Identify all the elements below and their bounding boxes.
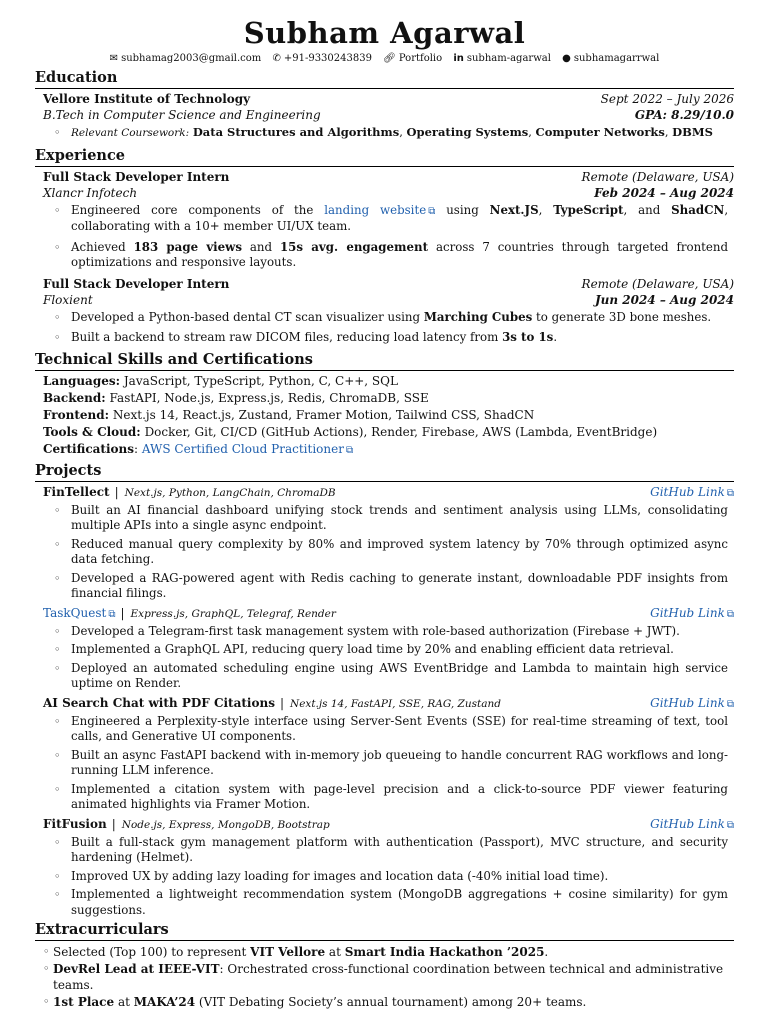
project-3-tech: Next.js 14, FastAPI, SSE, RAG, Zustand — [290, 697, 501, 710]
skills-title: Technical Skills and Certifications — [35, 351, 734, 371]
coursework-list — [35, 125, 734, 142]
job-2-dates: Jun 2024 – Aug 2024 — [594, 292, 734, 307]
job-2-row-1 — [35, 276, 734, 292]
projects-section — [35, 462, 734, 919]
skills-label: Certifications — [43, 441, 135, 456]
project-2-bullets — [35, 624, 734, 692]
education-row-1 — [35, 91, 734, 107]
skills-certifications: Certifications: AWS Certified Cloud Practitioner ⧉ — [43, 441, 734, 459]
external-link-icon: ⧉ — [726, 819, 734, 831]
job-2-role: Full Stack Developer Intern — [43, 276, 230, 291]
project-1-bullets — [35, 503, 734, 602]
text: , and — [623, 202, 661, 217]
skills-label: Languages: — [43, 373, 121, 388]
phone-text: +91-9330243839 — [283, 53, 372, 64]
extracurriculars-list — [35, 944, 734, 1010]
project-1-header: FinTellect | Next.js, Python, LangChain, ChromaDB GitHub Link ⧉ — [35, 484, 734, 502]
text: Engineered core components of the — [71, 202, 314, 217]
course-2: Operating Systems — [406, 125, 529, 139]
gpa: GPA: 8.29/10.0 — [634, 108, 734, 122]
portfolio-link[interactable] — [383, 53, 442, 64]
tech-typescript: TypeScript — [553, 202, 624, 217]
extracurriculars-section — [35, 921, 734, 1010]
job-2-bullet-2 — [63, 330, 734, 346]
job-1-row-1 — [35, 169, 734, 185]
external-link-icon: ⧉ — [108, 608, 116, 620]
job-2-location: Remote (Delaware, USA) — [581, 276, 734, 291]
skills-value: Next.js 14, React.js, Zustand, Framer Motion, Tailwind CSS, ShadCN — [112, 407, 535, 422]
project-2-bullet-1: ◦ Developed a Telegram-first task management system with role-based authorization (Firebase + JWT). — [63, 624, 734, 640]
external-link-icon: ⧉ — [726, 487, 734, 499]
skills-value: JavaScript, TypeScript, Python, C, C++, SQL — [123, 373, 398, 388]
text-bold: VIT Vellore — [250, 945, 326, 959]
tech-shadcn: ShadCN — [671, 202, 725, 217]
text-bold: Smart India Hackathon ’2025 — [344, 945, 545, 959]
metric-latency: 3s to 1s — [502, 330, 554, 344]
project-3-bullet-1: ◦ Engineered a Perplexity-style interface using Server-Sent Events (SSE) for real-time streaming of text, tool calls, and Generative UI components. — [63, 714, 734, 745]
project-4-tech: Node.js, Express, MongoDB, Bootstrap — [121, 818, 330, 831]
text: (VIT Debating Society’s annual tournament) among 20+ teams. — [198, 995, 587, 1009]
external-link-icon: ⧉ — [345, 444, 354, 456]
project-4-bullet-1: ◦ Built a full-stack gym management platform with authentication (Passport), MVC structure, and security hardening (Helmet). — [63, 835, 734, 866]
skills-label: Backend: — [43, 390, 106, 405]
tech-marching-cubes: Marching Cubes — [423, 309, 533, 324]
project-2-bullet-2: ◦ Implemented a GraphQL API, reducing query load time by 20% and enabling efficient data retrieval. — [63, 642, 734, 658]
text-bold: MAKA’24 — [133, 995, 196, 1009]
extra-item-2 — [43, 961, 734, 993]
envelope-icon: ✉ — [109, 53, 119, 64]
extra-item-1 — [43, 944, 734, 960]
email-link[interactable] — [110, 53, 262, 64]
external-link-icon: ⧉ — [428, 205, 436, 217]
project-1-name: FinTellect — [43, 484, 110, 499]
text: to generate 3D bone meshes. — [536, 309, 712, 324]
candidate-name: Subham Agarwal — [243, 16, 526, 50]
project-4-bullet-2: ◦ Improved UX by adding lazy loading for images and location data (-40% initial load time). — [63, 869, 734, 885]
skills-label: Frontend: — [43, 407, 110, 422]
skills-value: FastAPI, Node.js, Express.js, Redis, ChromaDB, SSE — [109, 390, 429, 405]
job-1-bullet-2 — [63, 240, 734, 271]
project-4-header: FitFusion | Node.js, Express, MongoDB, Bootstrap GitHub Link ⧉ — [35, 816, 734, 834]
education-section — [35, 69, 734, 142]
skills-languages — [43, 373, 734, 390]
phone-link[interactable] — [272, 53, 372, 64]
job-1-dates: Feb 2024 – Aug 2024 — [594, 185, 734, 200]
text: across 7 countries through targeted frontend optimizations and responsive layouts. — [71, 239, 729, 269]
project-2-name-link[interactable]: TaskQuest — [43, 605, 107, 620]
linkedin-icon: in — [453, 53, 464, 64]
skills-block — [35, 373, 734, 459]
education-dates: Sept 2022 – July 2026 — [600, 92, 734, 106]
experience-title: Experience — [35, 147, 734, 167]
job-1-location: Remote (Delaware, USA) — [581, 169, 734, 184]
skills-label: Tools & Cloud: — [43, 424, 141, 439]
skills-frontend — [43, 407, 734, 424]
project-1-bullet-2: ◦ Reduced manual query complexity by 80% and improved system latency by 70% through optimized async data fetching. — [63, 537, 734, 568]
github-text: subhamagarrwal — [573, 53, 660, 64]
coursework-label: Relevant Coursework: — [71, 127, 190, 139]
project-1-bullet-1: ◦ Built an AI financial dashboard unifying stock trends and sentiment analysis using LLMs, consolidating multiple APIs into a single async endpoint. — [63, 503, 734, 534]
project-3-name: AI Search Chat with PDF Citations — [43, 695, 275, 710]
github-link[interactable] — [562, 53, 659, 64]
portfolio-text: Portfolio — [398, 53, 443, 64]
project-3-bullet-2: ◦ Built an async FastAPI backend with in-memory job queueing to handle concurrent RAG workflows and long-running LLM inference. — [63, 748, 734, 779]
job-1-company: Xlancr Infotech — [43, 185, 138, 200]
skills-section — [35, 351, 734, 459]
job-1-bullet-1: ◦ Engineered core components of the landing website ⧉ using Next.JS, TypeScript, and ShadCN, collaborating with a 10+ member UI/UX team. — [63, 203, 734, 235]
course-1: Data Structures and Algorithms — [192, 125, 400, 139]
linkedin-link[interactable] — [453, 53, 551, 64]
metric-views: 183 page views — [133, 239, 242, 254]
tech-nextjs: Next.JS — [489, 202, 539, 217]
landing-website-link[interactable]: landing website — [324, 202, 427, 217]
text: Achieved — [71, 239, 126, 254]
text: at — [117, 995, 130, 1009]
skills-tools — [43, 424, 734, 441]
job-2-bullets — [35, 310, 734, 346]
degree: B.Tech in Computer Science and Engineering — [43, 108, 321, 122]
external-link-icon: ⧉ — [726, 698, 734, 710]
aws-cert-link[interactable]: AWS Certified Cloud Practitioner — [141, 441, 344, 456]
project-4-name: FitFusion — [43, 816, 107, 831]
experience-section — [35, 147, 734, 346]
text-bold: 1st Place — [53, 995, 115, 1009]
link-icon: 🔗︎ — [383, 53, 396, 64]
project-3-bullets — [35, 714, 734, 813]
text: Built a backend to stream raw DICOM files, reducing load latency from — [71, 330, 499, 344]
project-1-github-link[interactable]: GitHub Link — [650, 484, 725, 499]
text: . — [544, 945, 549, 959]
job-2-row-2 — [35, 292, 734, 308]
job-1-bullets — [35, 203, 734, 271]
school-name: Vellore Institute of Technology — [43, 92, 251, 106]
text: at — [328, 945, 341, 959]
github-icon: ● — [562, 53, 571, 64]
project-2-bullet-3: ◦ Deployed an automated scheduling engine using AWS EventBridge and Lambda to maintain high service uptime on Render. — [63, 661, 734, 692]
job-1-role: Full Stack Developer Intern — [43, 169, 230, 184]
job-2-bullet-1 — [63, 310, 734, 326]
project-3-bullet-3: ◦ Implemented a citation system with page-level precision and a click-to-source PDF viewer featuring animated highlights via Framer Motion. — [63, 782, 734, 813]
text: . — [553, 330, 558, 344]
job-1-row-2 — [35, 185, 734, 201]
extra-item-3 — [43, 994, 734, 1010]
project-4-github-link[interactable]: GitHub Link — [650, 816, 725, 831]
project-1-tech: Next.js, Python, LangChain, ChromaDB — [124, 486, 336, 499]
linkedin-text: subham-agarwal — [466, 53, 551, 64]
resume-page — [35, 14, 734, 1011]
project-4-bullets — [35, 835, 734, 919]
text: , collaborating with a 10+ member UI/UX team. — [71, 202, 729, 233]
coursework-item: ◦ Relevant Coursework: Data Structures and Algorithms, Operating Systems, Computer Networks, DBMS — [63, 125, 734, 142]
text: : Orchestrated cross-functional coordination between technical and administrative teams. — [53, 962, 724, 992]
project-3-github-link[interactable]: GitHub Link — [650, 695, 725, 710]
projects-title: Projects — [35, 462, 734, 482]
project-1-bullet-3: ◦ Developed a RAG-powered agent with Redis caching to generate instant, downloadable PDF insights from financial filings. — [63, 571, 734, 602]
phone-icon: ✆ — [272, 53, 281, 64]
external-link-icon: ⧉ — [726, 608, 734, 620]
project-2-header: TaskQuest ⧉ | Express.js, GraphQL, Telegraf, Render GitHub Link ⧉ — [35, 605, 734, 623]
job-2-company: Floxient — [43, 292, 93, 307]
project-4-bullet-3: ◦ Implemented a lightweight recommendation system (MongoDB aggregations + cosine similarity) for gym suggestions. — [63, 887, 734, 918]
contact-bar — [35, 52, 734, 66]
skills-value: Docker, Git, CI/CD (GitHub Actions), Render, Firebase, AWS (Lambda, EventBridge) — [144, 424, 658, 439]
metric-engagement: 15s avg. engagement — [279, 239, 429, 254]
course-4: DBMS — [672, 125, 713, 139]
text: and — [249, 239, 273, 254]
text: Selected (Top 100) to represent — [53, 945, 247, 959]
project-2-github-link[interactable]: GitHub Link — [650, 605, 725, 620]
education-row-2 — [35, 107, 734, 123]
education-title: Education — [35, 69, 734, 89]
email-text: subhamag2003@gmail.com — [121, 53, 262, 64]
course-3: Computer Networks — [535, 125, 665, 139]
text: Developed a Python-based dental CT scan visualizer using — [71, 309, 421, 324]
project-2-tech: Express.js, GraphQL, Telegraf, Render — [130, 607, 336, 620]
skills-backend — [43, 390, 734, 407]
text: using — [446, 202, 479, 217]
text-bold: DevRel Lead at IEEE-VIT — [53, 962, 220, 976]
extracurriculars-title: Extracurriculars — [35, 921, 734, 941]
project-3-header: AI Search Chat with PDF Citations | Next.js 14, FastAPI, SSE, RAG, Zustand GitHub Link ⧉ — [35, 695, 734, 713]
